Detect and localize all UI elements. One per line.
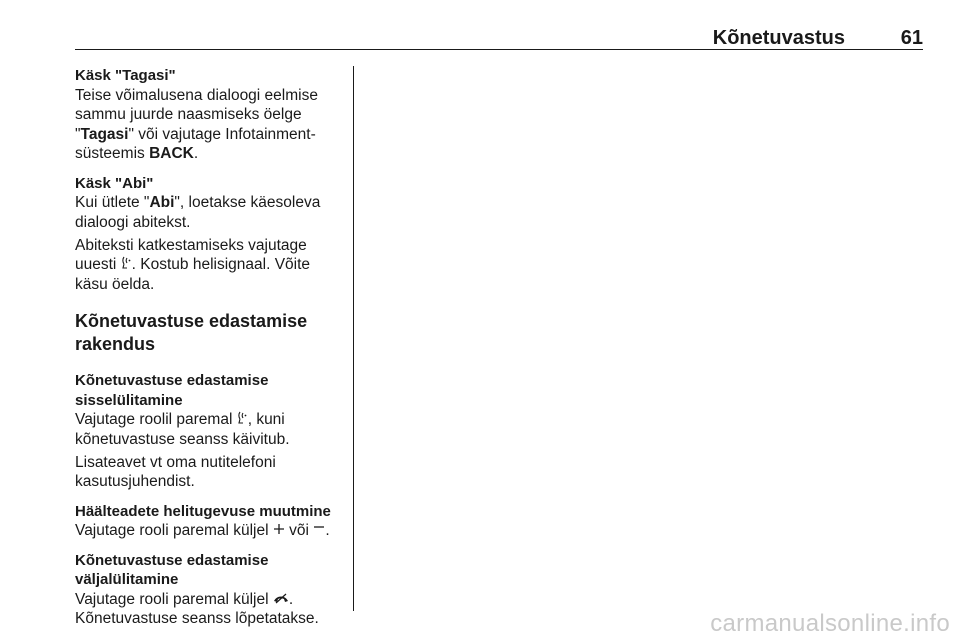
section-heading-disable: Kõnetuvastuse edastamise väljalülitamine (75, 551, 269, 588)
section-heading-volume: Häälteadete helitugevuse muutmine (75, 502, 331, 520)
paragraph-help-1 (75, 193, 345, 232)
text-run: Vajutage rooli paremal küljel (75, 522, 273, 539)
paragraph-enable-2: Lisateavet vt oma nutitelefoni kasutusjuhendist. (75, 453, 276, 490)
paragraph-disable-2: Kõnetuvastuse seanss lõpetatakse. (75, 610, 319, 627)
text-run: Kui ütlete " (75, 194, 150, 211)
bold-term-tagasi: Tagasi (80, 125, 129, 143)
paragraph-disable-1 (75, 590, 345, 610)
section-title-passthrough: Kõnetuvastuse edastamise rakendus (75, 311, 308, 354)
text-run: " või vajutage Infotainment-süsteemis (75, 125, 316, 162)
hang-up-icon (273, 592, 289, 606)
text-run: . (288, 590, 294, 608)
text-run: ", loetakse käesoleva dialoogi abitekst. (75, 194, 321, 231)
voice-command-icon (237, 411, 248, 426)
text-run: . (325, 522, 330, 539)
paragraph-enable-1 (75, 410, 345, 449)
text-run: Vajutage roolil paremal (75, 411, 237, 428)
page-header (75, 27, 923, 50)
page-number: 61 (900, 27, 923, 49)
watermark: carmanualsonline.info (710, 610, 950, 637)
plus-icon (273, 523, 285, 537)
text-run: Vajutage rooli paremal küljel (75, 590, 273, 608)
section-heading-enable: Kõnetuvastuse edastamise sisselülitamine (75, 372, 269, 409)
voice-command-icon (121, 256, 132, 271)
paragraph-back (75, 86, 345, 164)
paragraph-volume (75, 521, 345, 541)
text-run: Teise võimalusena dialoogi eelmise sammu juurde naasmiseks öelge " (75, 86, 318, 143)
bold-term-abi: Abi (149, 194, 175, 211)
bold-term-back: BACK (149, 145, 194, 162)
minus-icon (313, 523, 325, 537)
left-column (75, 66, 345, 629)
section-heading-help: Käsk "Abi" (75, 174, 154, 192)
text-run: Abiteksti katkestamiseks vajutage uuesti (75, 236, 307, 273)
paragraph-help-2 (75, 236, 345, 295)
text-run: . Kostub helisignaal. Võite käsu öelda. (75, 256, 311, 293)
text-run: või (284, 522, 314, 539)
text-run: , kuni kõnetuvastuse seanss käivitub. (75, 411, 290, 448)
text-run: . (193, 145, 199, 162)
page-title: Kõnetuvastus (712, 27, 845, 49)
section-heading-back: Käsk "Tagasi" (75, 67, 176, 84)
column-divider (353, 66, 354, 611)
